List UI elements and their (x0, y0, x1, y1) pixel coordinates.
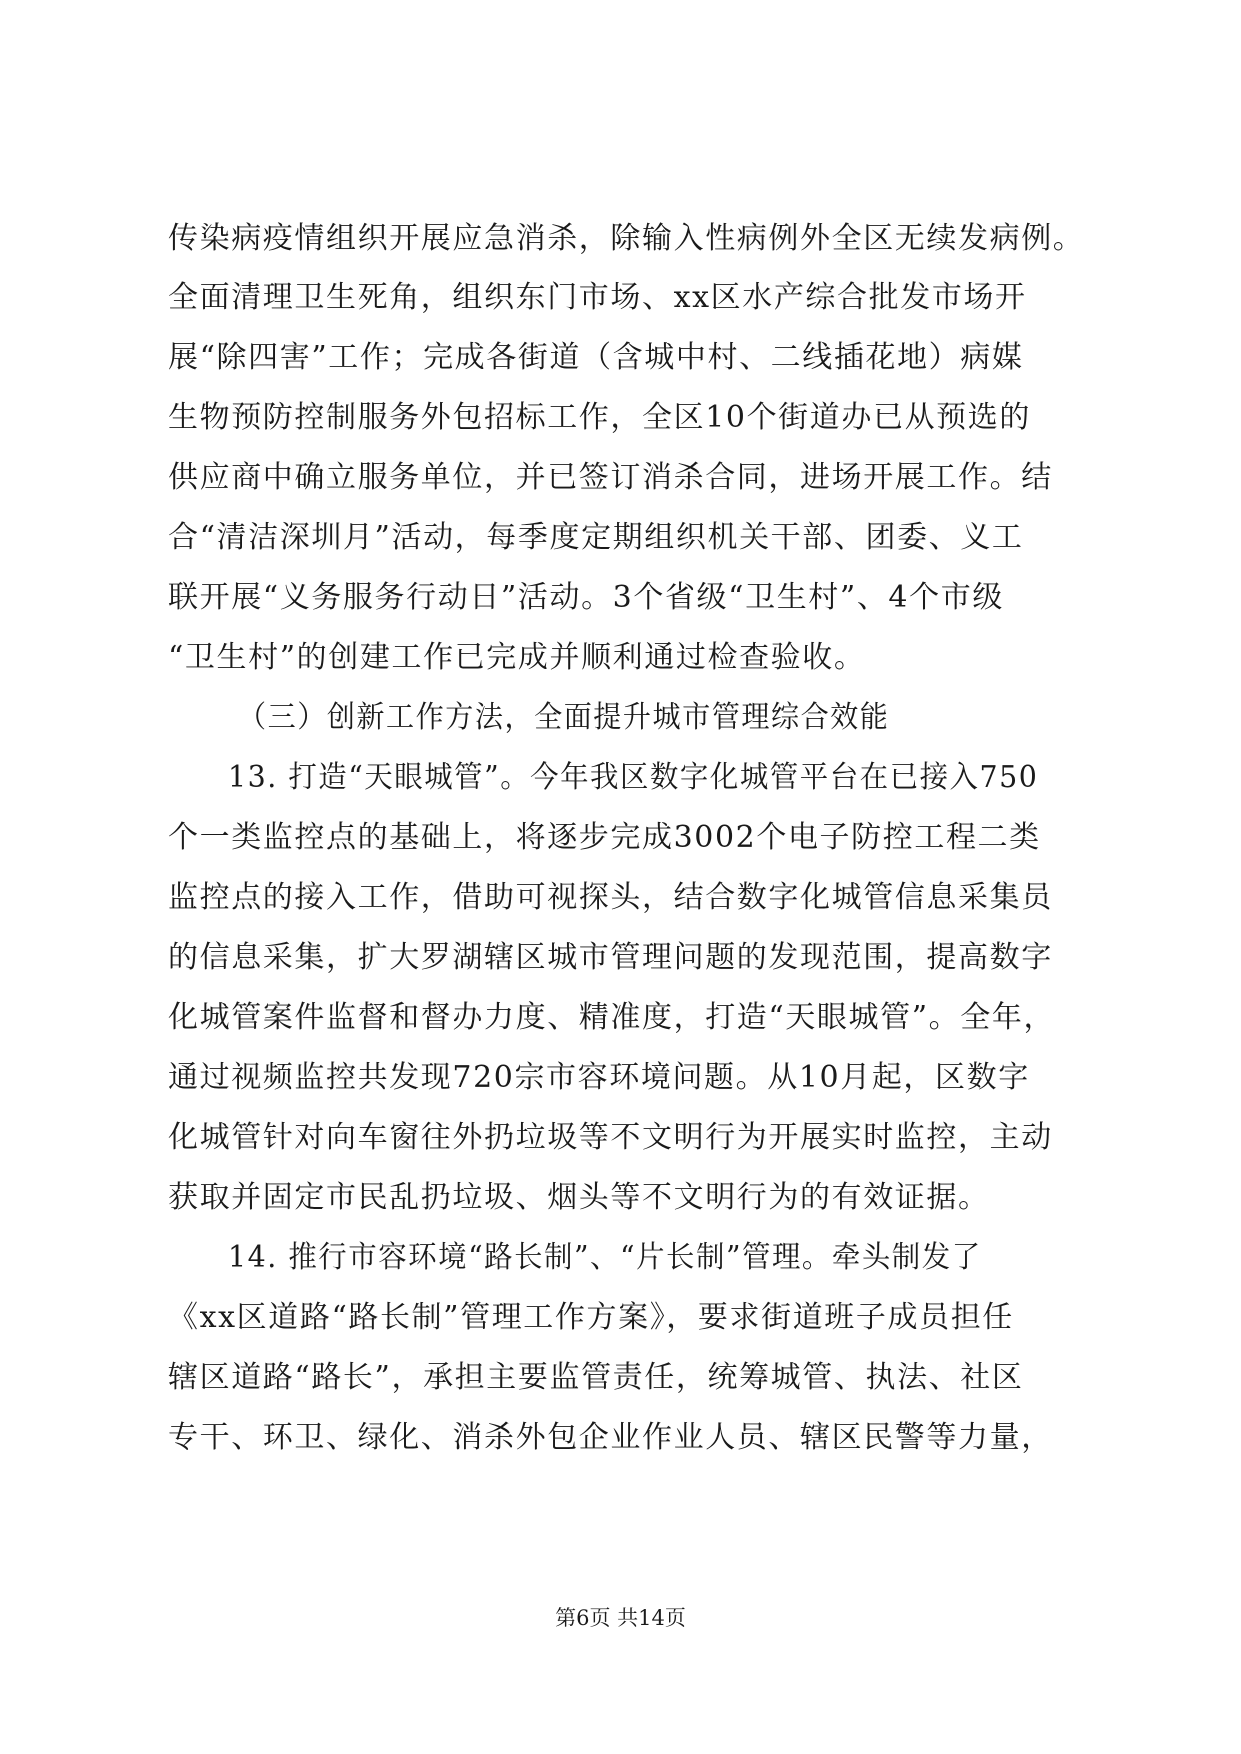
text-line: 专干、环卫、绿化、消杀外包企业作业人员、辖区民警等力量， (168, 1420, 1053, 1455)
text-line: 合“清洁深圳月”活动，每季度定期组织机关干部、团委、义工 (168, 520, 1024, 555)
text-line: 监控点的接入工作，借助可视探头，结合数字化城管信息采集员 (168, 880, 1053, 915)
text-line: 传染病疫情组织开展应急消杀，除输入性病例外全区无续发病例。 (168, 221, 1085, 256)
text-line: 《xx区道路“路长制”管理工作方案》，要求街道班子成员担任 (168, 1300, 1014, 1335)
text-line: 辖区道路“路长”，承担主要监管责任，统筹城管、执法、社区 (168, 1360, 1024, 1395)
section-heading: （三）创新工作方法，全面提升城市管理综合效能 (238, 700, 890, 735)
text-line: 获取并固定市民乱扔垃圾、烟头等不文明行为的有效证据。 (168, 1180, 990, 1215)
text-line: 通过视频监控共发现720宗市容环境问题。从10月起，区数字 (168, 1060, 1030, 1095)
text-line: 化城管针对向车窗往外扔垃圾等不文明行为开展实时监控，主动 (168, 1120, 1053, 1155)
text-line: “卫生村”的创建工作已完成并顺利通过检查验收。 (168, 640, 866, 675)
text-line: 化城管案件监督和督办力度、精准度，打造“天眼城管”。全年， (168, 1000, 1056, 1035)
text-line: 的信息采集，扩大罗湖辖区城市管理问题的发现范围，提高数字 (168, 940, 1053, 975)
text-line: 展“除四害”工作；完成各街道（含城中村、二线插花地）病媒 (168, 340, 1024, 375)
text-line: 生物预防控制服务外包招标工作，全区10个街道办已从预选的 (168, 400, 1031, 435)
text-line: 全面清理卫生死角，组织东门市场、xx区水产综合批发市场开 (168, 280, 1027, 315)
paragraph-start-line: 13. 打造“天眼城管”。今年我区数字化城管平台在已接入750 (228, 760, 1039, 795)
text-line: 联开展“义务服务行动日”活动。3个省级“卫生村”、4个市级 (168, 580, 1004, 615)
paragraph-start-line: 14. 推行市容环境“路长制”、“片长制”管理。牵头制发了 (228, 1240, 982, 1275)
text-line: 供应商中确立服务单位，并已签订消杀合同，进场开展工作。结 (168, 460, 1053, 495)
page-number-footer: 第6页 共14页 (555, 1606, 686, 1630)
text-line: 个一类监控点的基础上，将逐步完成3002个电子防控工程二类 (168, 820, 1041, 855)
